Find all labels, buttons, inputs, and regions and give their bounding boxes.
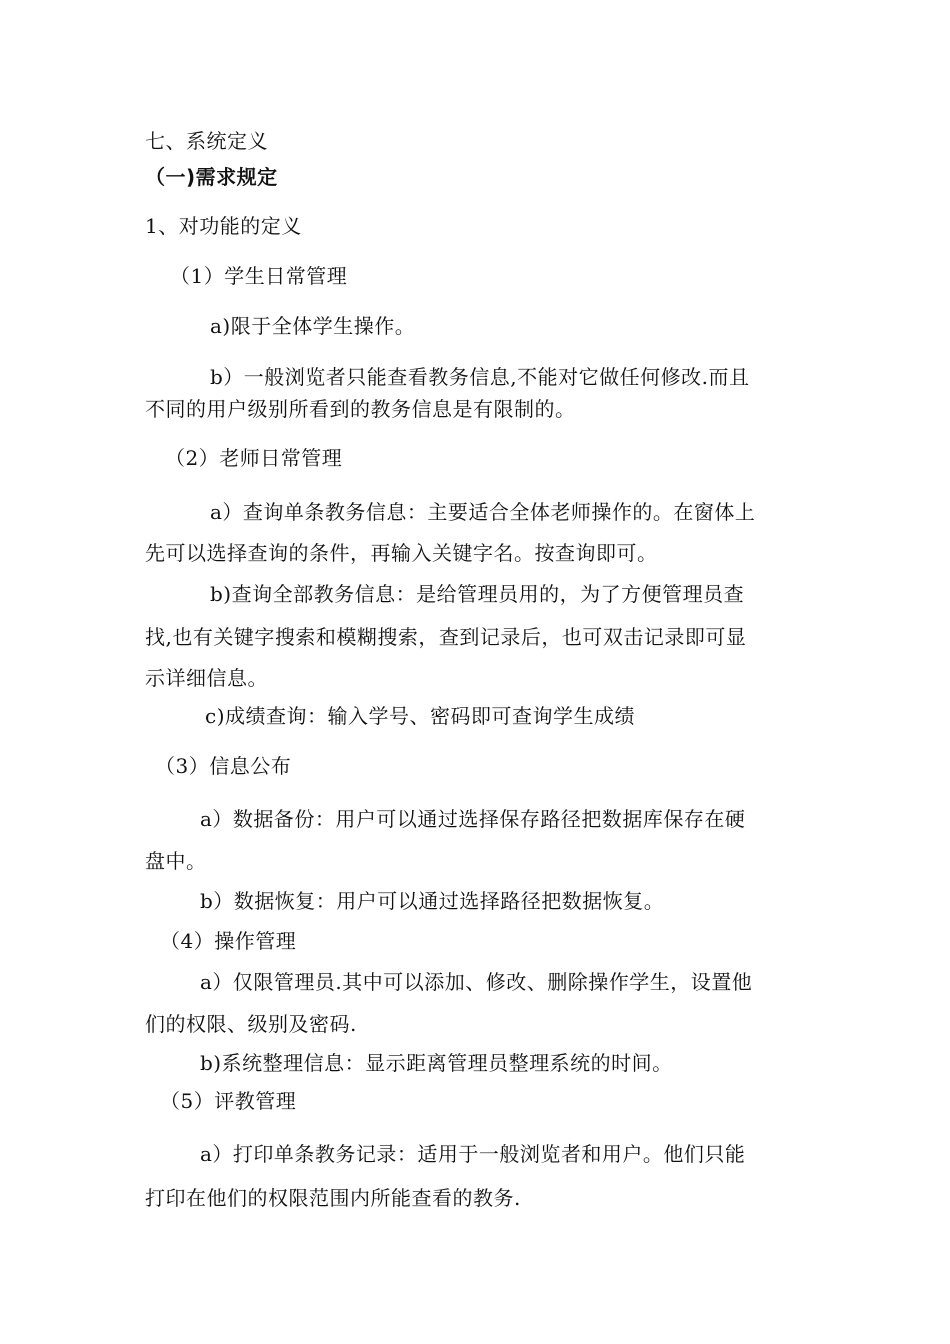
sub2-title: （2）老师日常管理 bbox=[165, 446, 343, 470]
sub5-a-line2: 打印在他们的权限范围内所能查看的教务. bbox=[145, 1186, 521, 1210]
sub2-b-line3: 示详细信息。 bbox=[145, 666, 268, 690]
sub2-c: c)成绩查询：输入学号、密码即可查询学生成绩 bbox=[205, 704, 636, 728]
sub3-b: b）数据恢复：用户可以通过选择路径把数据恢复。 bbox=[200, 889, 665, 913]
sub2-b-line1: b)查询全部教务信息：是给管理员用的，为了方便管理员查 bbox=[210, 582, 745, 606]
sub5-title: （5）评教管理 bbox=[160, 1089, 297, 1113]
sub4-title: （4）操作管理 bbox=[160, 929, 297, 953]
sub1-a: a)限于全体学生操作。 bbox=[210, 314, 416, 338]
subsection-title: （一)需求规定 bbox=[145, 165, 278, 189]
sub4-a-line2: 们的权限、级别及密码. bbox=[145, 1012, 357, 1036]
sub2-b-line2: 找,也有关键字搜索和模糊搜索，查到记录后，也可双击记录即可显 bbox=[145, 625, 747, 649]
sub4-a-line1: a）仅限管理员.其中可以添加、修改、删除操作学生，设置他 bbox=[200, 970, 753, 994]
sub2-a-line2: 先可以选择查询的条件，再输入关键字名。按查询即可。 bbox=[145, 541, 658, 565]
item-title: 1、对功能的定义 bbox=[145, 214, 302, 238]
sub1-title: （1）学生日常管理 bbox=[170, 264, 348, 288]
sub4-b: b)系统整理信息：显示距离管理员整理系统的时间。 bbox=[200, 1051, 673, 1075]
sub3-title: （3）信息公布 bbox=[155, 754, 292, 778]
section-title: 七、系统定义 bbox=[145, 129, 268, 153]
sub3-a-line1: a）数据备份：用户可以通过选择保存路径把数据库保存在硬 bbox=[200, 807, 746, 831]
sub2-a-line1: a）查询单条教务信息：主要适合全体老师操作的。在窗体上 bbox=[210, 500, 756, 524]
sub1-b-line2: 不同的用户级别所看到的教务信息是有限制的。 bbox=[145, 397, 576, 421]
sub5-a-line1: a）打印单条教务记录：适用于一般浏览者和用户。他们只能 bbox=[200, 1142, 746, 1166]
sub3-a-line2: 盘中。 bbox=[145, 849, 207, 873]
sub1-b-line1: b）一般浏览者只能查看教务信息,不能对它做任何修改.而且 bbox=[210, 365, 750, 389]
